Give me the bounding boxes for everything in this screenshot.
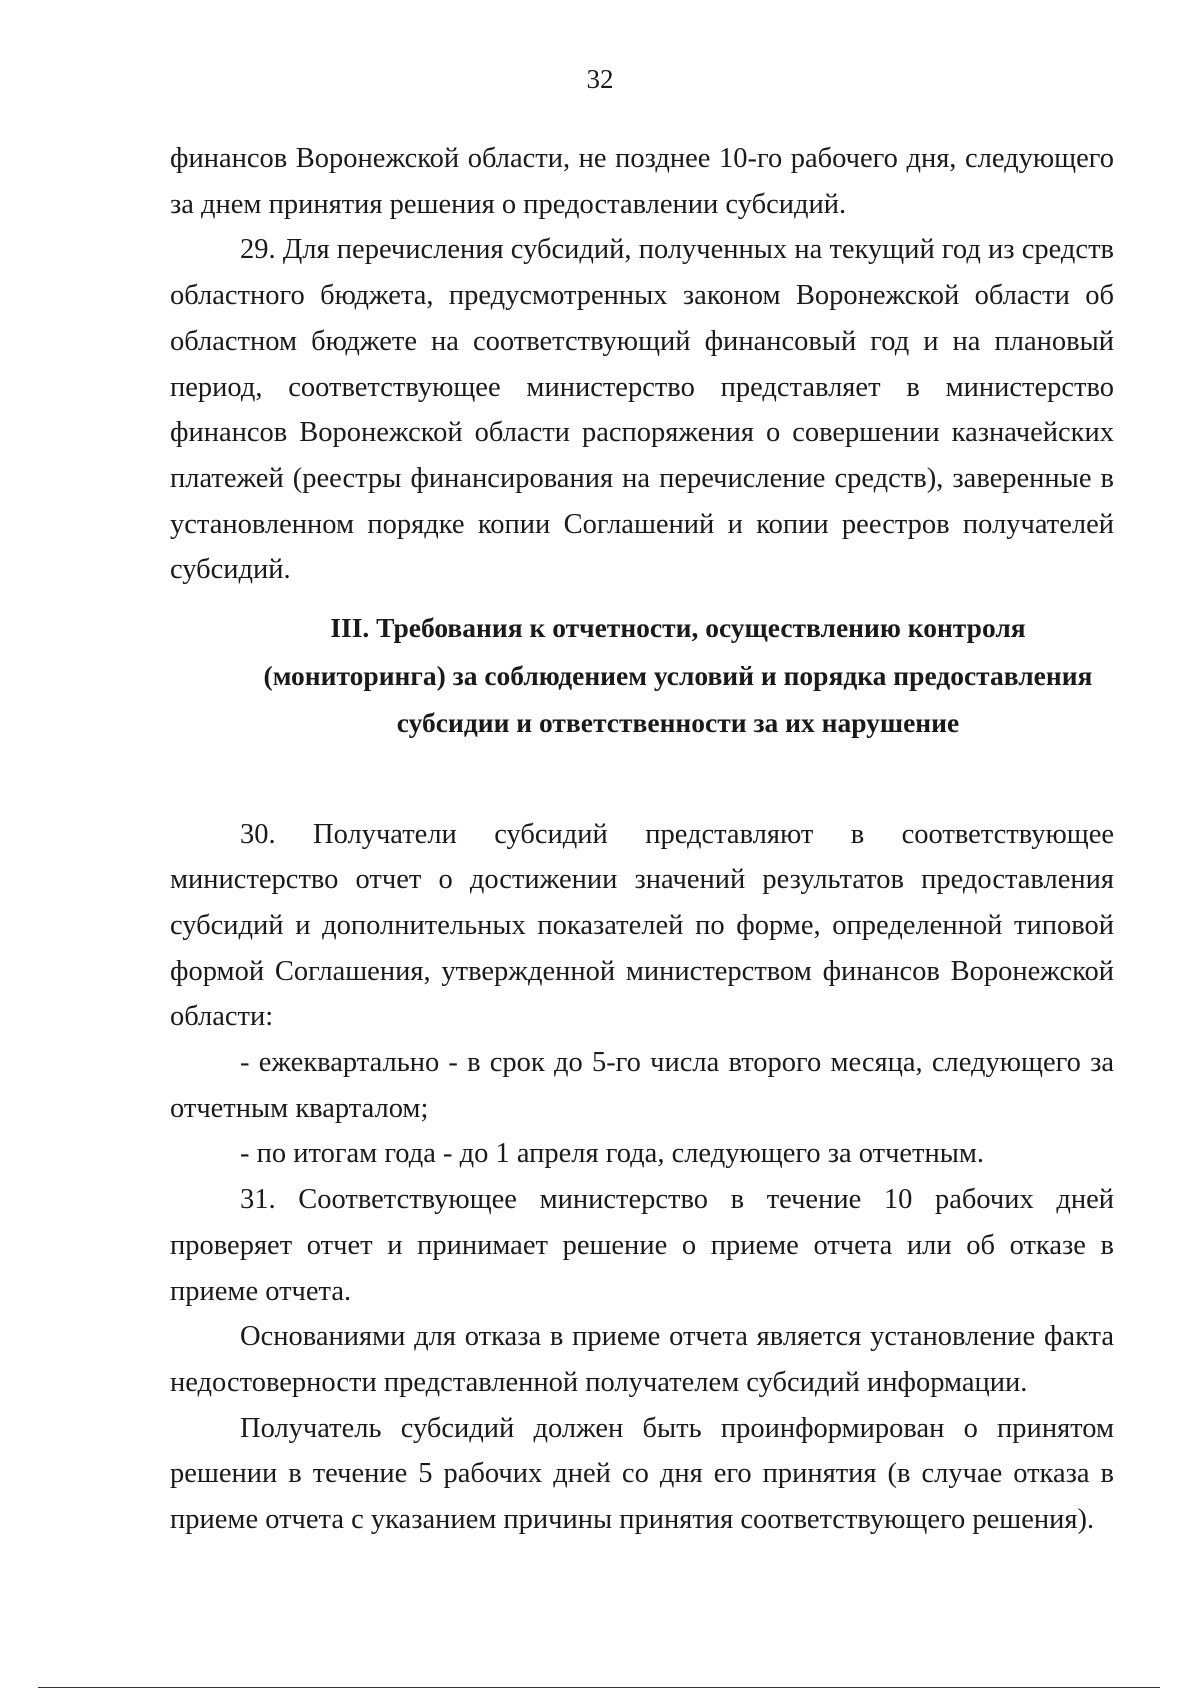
paragraph-30-quarterly: - ежеквартально - в срок до 5-го числа второго месяца, следующего за отчетным кварталом; [170, 1047, 1114, 1124]
paragraph-30: 30. Получатели субсидий представляют в соответствующее министерство отчет о достижении значений результатов предоставления субсидий и дополнительных показателей по форме, определенной типовой формой Соглашения, утвержденной министерством финансов Воронежской области: [170, 818, 1114, 1033]
paragraph-31: 31. Соответствующее министерство в течение 10 рабочих дней проверяет отчет и принимает решение о приеме отчета или об отказе в приеме отчета. [170, 1184, 1114, 1307]
paragraph-31-grounds: Основаниями для отказа в приеме отчета является установление факта недостоверности представленной получателем субсидий информации. [170, 1321, 1114, 1398]
bottom-divider [38, 1687, 1160, 1688]
paragraph-continuation: финансов Воронежской области, не позднее 10-го рабочего дня, следующего за днем принятия решения о предоставлении субсидий. [170, 143, 1114, 220]
section-heading-line-2: (мониторинга) за соблюдением условий и порядка предоставления [263, 659, 1093, 691]
section-heading-line-3: субсидии и ответственности за их нарушение [396, 707, 960, 739]
section-heading-line-1: III. Требования к отчетности, осуществлению контроля [330, 612, 1026, 644]
paragraph-31-notice: Получатель субсидий должен быть проинформирован о принятом решении в течение 5 рабочих дней со дня его принятия (в случае отказа в приеме отчета с указанием причины принятия соответствующего решения). [170, 1412, 1114, 1536]
paragraph-29: 29. Для перечисления субсидий, полученных на текущий год из средств областного бюджета, предусмотренных законом Воронежской области об областном бюджете на соответствующий финансовый год и на плановый период, соответствующее министерство представляет в министерство финансов Воронежской области распоряжения о совершении казначейских платежей (реестры финансирования на перечисление средств), заверенные в установленном порядке копии Соглашений и копии реестров получателей субсидий. [170, 234, 1114, 586]
paragraph-30-yearly: - по итогам года - до 1 апреля года, следующего за отчетным. [240, 1138, 985, 1170]
page-number: 32 [586, 64, 614, 94]
section-heading [170, 604, 1114, 747]
document-body [170, 136, 1114, 1543]
